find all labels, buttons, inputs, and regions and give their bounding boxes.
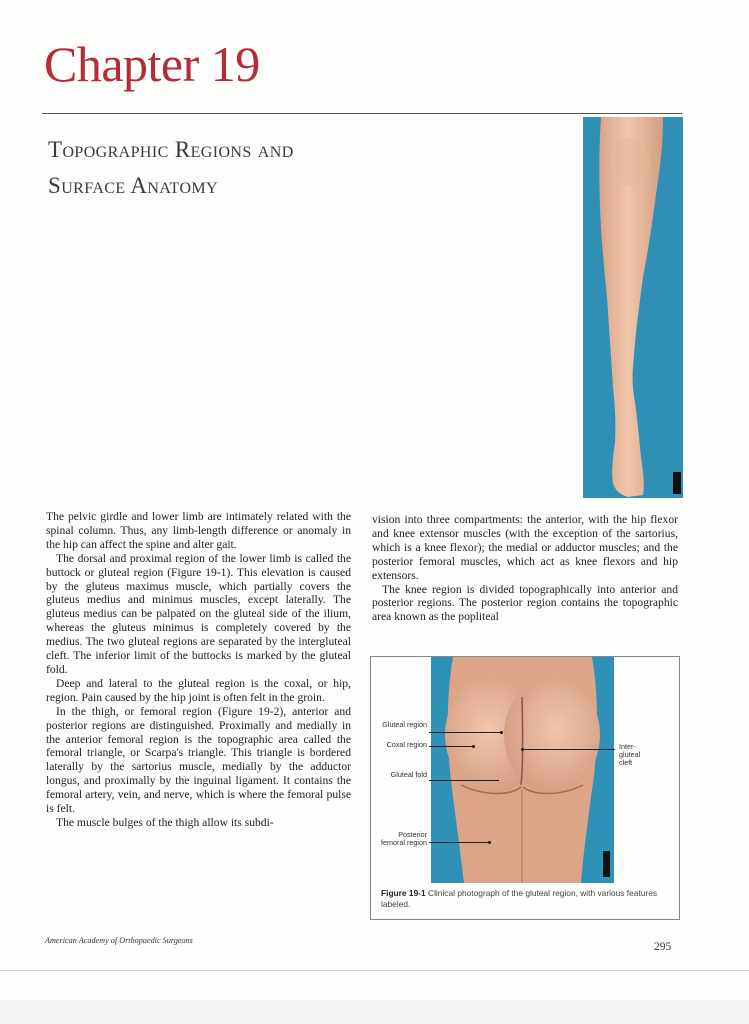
paragraph: The pelvic girdle and lower limb are intimately related with the spinal column. Thus, any limb-length difference or anomaly in the hip can affect the spine and alter gait. — [46, 510, 351, 551]
paragraph: Deep and lateral to the gluteal region is the coxal, or hip, region. Pain caused by the hip joint is often felt in the groin. — [46, 676, 351, 704]
right-column — [372, 513, 678, 624]
paragraph: The dorsal and proximal region of the lower limb is called the buttock or gluteal region (Figure 19-1). This elevation is caused by the gluteus maximus muscle, which partially covers the gluteus medius and minimus muscles, except laterally. The gluteus medius can be palpated on the gluteal side of the ilium, whereas the gluteus minimus is completely covered by the medius. The two gluteal regions are separated by the intergluteal cleft. The inferior limit of the buttocks is marked by the gluteal fold. — [46, 551, 351, 676]
paragraph: The muscle bulges of the thigh allow its subdi- — [56, 815, 274, 829]
left-column — [46, 510, 351, 830]
photo-credit-bar — [673, 472, 681, 494]
chapter-title-line-1: Topographic Regions and — [48, 137, 294, 162]
gluteal-photo — [431, 657, 614, 883]
leader-line — [429, 746, 473, 747]
label-intergluteal-cleft: Inter-gluteal cleft — [619, 742, 641, 767]
leader-line — [429, 780, 499, 781]
header-rule — [42, 113, 682, 114]
label-coxal-region: Coxal region — [386, 740, 427, 749]
leader-dot — [500, 731, 503, 734]
leg-photo — [583, 117, 683, 498]
chapter-title-line-2: Surface Anatomy — [48, 173, 218, 198]
figure-caption-text: Clinical photograph of the gluteal region, with various features labeled. — [381, 888, 658, 909]
leader-line — [429, 842, 489, 843]
figure-19-1 — [370, 656, 680, 920]
label-gluteal-fold: Gluteal fold — [390, 770, 427, 779]
leader-line — [523, 749, 615, 750]
leg-illustration — [583, 117, 683, 498]
page-number: 295 — [654, 941, 672, 953]
paragraph: The knee region is divided topographically into anterior and posterior regions. The posterior region contains the topographic area known as the popliteal — [372, 582, 678, 624]
paragraph: vision into three compartments: the anterior, with the hip flexor and knee extensor muscles (with the exception of the sartorius, which is a knee flexor); the medial or adductor muscles; and the posterior femoral muscles, which act as knee flexors and hip extensors. — [372, 513, 678, 582]
label-posterior-femoral-region: Posterior femoral region — [381, 830, 427, 847]
chapter-title — [48, 132, 294, 204]
paragraph: In the thigh, or femoral region (Figure 19-2), anterior and posterior regions are distinguished. Proximally and medially in the anterior femoral region is the topographic area called the femoral triangle, or Scarpa's triangle. This triangle is bordered laterally by the sartorius muscle, medially by the adductor longus, and proximally by the inguinal ligament. It contains the femoral artery, vein, and nerve, which is where the femoral pulse is felt. — [46, 704, 351, 816]
leader-line — [429, 732, 501, 733]
gluteal-illustration — [431, 657, 614, 883]
page-bottom-edge — [0, 970, 749, 971]
chapter-heading: Chapter 19 — [44, 36, 260, 92]
leader-dot — [472, 745, 475, 748]
figure-caption-label: Figure 19-1 — [381, 888, 426, 898]
label-gluteal-region: Gluteal region — [382, 720, 427, 729]
photo-credit-bar — [603, 851, 610, 877]
leader-dot — [488, 841, 491, 844]
footer-publisher: American Academy of Orthopaedic Surgeons — [45, 936, 193, 945]
figure-caption — [381, 888, 673, 910]
